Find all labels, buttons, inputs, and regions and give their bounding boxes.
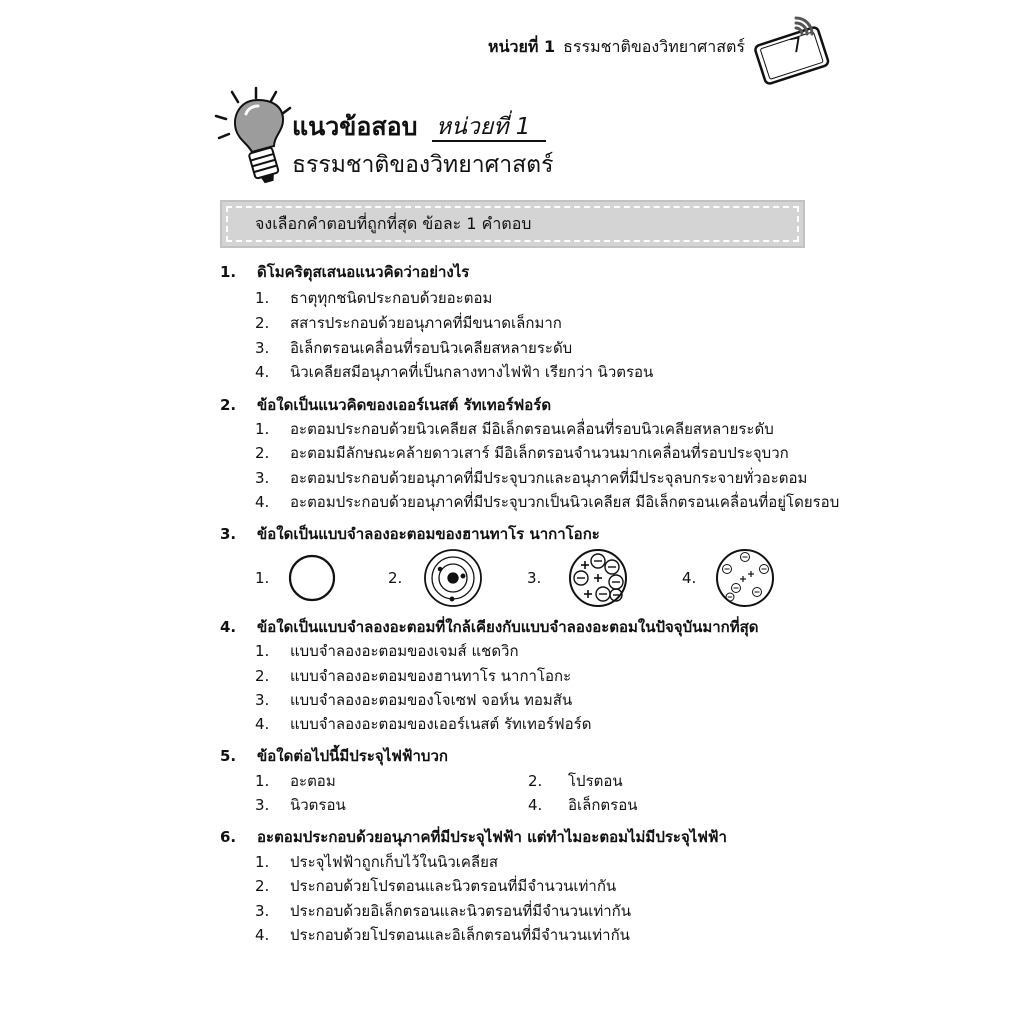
option-number: 3. <box>255 339 270 357</box>
option-text: นิวตรอน <box>290 796 346 814</box>
option-number: 4. <box>255 363 270 381</box>
option-number: 3. <box>255 796 270 814</box>
question-5 <box>0 744 1024 768</box>
option-row <box>0 769 1024 793</box>
option-text: อิเล็กตรอน <box>568 796 638 814</box>
option-number: 2. <box>255 444 270 462</box>
option-text: อะตอมประกอบด้วยนิวเคลียส มีอิเล็กตรอนเคลื่อนที่รอบนิวเคลียสหลายระดับ <box>290 420 774 438</box>
option-text: อิเล็กตรอนเคลื่อนที่รอบนิวเคลียสหลายระดับ <box>290 339 573 357</box>
option-text: ธาตุทุกชนิดประกอบด้วยอะตอม <box>290 289 493 307</box>
question-number: 4. <box>220 618 237 636</box>
option-text: อะตอม <box>290 772 336 790</box>
option-number: 4. <box>528 796 543 814</box>
question-text: ดิโมคริตุสเสนอแนวคิดว่าอย่างไร <box>257 263 470 281</box>
question-text: ข้อใดเป็นแบบจำลองอะตอมที่ใกล้เคียงกับแบบจำลองอะตอมในปัจจุบันมากที่สุด <box>257 618 759 636</box>
option-row <box>0 417 1024 441</box>
instruction-box <box>220 200 805 248</box>
option-text: โปรตอน <box>568 772 623 790</box>
option-row <box>0 923 1024 947</box>
option-row <box>0 286 1024 310</box>
option-number: 4. <box>255 715 270 733</box>
option-text: ประจุไฟฟ้าถูกเก็บไว้ในนิวเคลียส <box>290 853 499 871</box>
option-number: 3. <box>255 469 270 487</box>
option-text: ประกอบด้วยโปรตอนและนิวตรอนที่มีจำนวนเท่ากัน <box>290 877 617 895</box>
option-number: 2. <box>255 667 270 685</box>
option-number: 4. <box>255 926 270 944</box>
option-number: 3. <box>527 569 542 587</box>
question-text: ข้อใดเป็นแนวคิดของเออร์เนสต์ รัทเทอร์ฟอร์ด <box>257 396 552 414</box>
page-title: แนวข้อสอบ <box>292 112 418 141</box>
option-number: 2. <box>255 314 270 332</box>
option-number: 1. <box>255 420 270 438</box>
option-number: 1. <box>255 642 270 660</box>
option-number: 1. <box>255 772 270 790</box>
option-row <box>0 850 1024 874</box>
option-row <box>0 712 1024 736</box>
page-subtitle: ธรรมชาติของวิทยาศาสตร์ <box>292 152 554 178</box>
option-text: ประกอบด้วยอิเล็กตรอนและนิวตรอนที่มีจำนวนเท่ากัน <box>290 902 632 920</box>
option-row <box>0 490 1024 514</box>
option-row <box>0 336 1024 360</box>
option-text: สสารประกอบด้วยอนุภาคที่มีขนาดเล็กมาก <box>290 314 562 332</box>
option-number: 3. <box>255 691 270 709</box>
atom-model-3 <box>570 550 626 606</box>
option-number: 4. <box>255 493 270 511</box>
option-row <box>0 899 1024 923</box>
option-text: แบบจำลองอะตอมของฮานทาโร นากาโอกะ <box>290 667 572 685</box>
option-text: แบบจำลองอะตอมของโจเซฟ จอห์น ทอมสัน <box>290 691 573 709</box>
header-unit-title: ธรรมชาติของวิทยาศาสตร์ <box>563 37 745 56</box>
option-row <box>0 311 1024 335</box>
option-text: อะตอมประกอบด้วยอนุภาคที่มีประจุบวกและอนุภาคที่มีประจุลบกระจายทั่วอะตอม <box>290 469 808 487</box>
question-number: 2. <box>220 396 237 414</box>
option-number: 4. <box>682 569 697 587</box>
option-number: 2. <box>388 569 403 587</box>
title-unit: หน่วยที่ 1 <box>436 114 531 140</box>
question-number: 5. <box>220 747 237 765</box>
option-text: ประกอบด้วยโปรตอนและอิเล็กตรอนที่มีจำนวนเท่ากัน <box>290 926 630 944</box>
question-number: 3. <box>220 525 237 543</box>
option-text: อะตอมมีลักษณะคล้ายดาวเสาร์ มีอิเล็กตรอนจำนวนมากเคลื่อนที่รอบประจุบวก <box>290 444 789 462</box>
option-row <box>0 688 1024 712</box>
light-bulb-icon <box>210 86 295 190</box>
question-3 <box>0 522 1024 546</box>
option-text: อะตอมประกอบด้วยอนุภาคที่มีประจุบวกเป็นนิวเคลียส มีอิเล็กตรอนเคลื่อนที่อยู่โดยรอบ <box>290 493 840 511</box>
question-6 <box>0 825 1024 849</box>
instruction-text: จงเลือกคำตอบที่ถูกที่สุด ข้อละ 1 คำตอบ <box>255 214 532 233</box>
question-text: อะตอมประกอบด้วยอนุภาคที่มีประจุไฟฟ้า แต่ทำไมอะตอมไม่มีประจุไฟฟ้า <box>257 828 727 846</box>
option-row <box>0 441 1024 465</box>
option-number: 1. <box>255 569 270 587</box>
option-text: แบบจำลองอะตอมของเจมส์ แชดวิก <box>290 642 519 660</box>
option-row <box>0 664 1024 688</box>
option-row <box>0 466 1024 490</box>
page-number: 7 <box>787 31 806 59</box>
option-number: 1. <box>255 853 270 871</box>
question-2 <box>0 393 1024 417</box>
atom-model-1 <box>290 556 334 600</box>
atom-model-2 <box>425 550 481 606</box>
header-unit-label: หน่วยที่ 1 <box>488 37 556 56</box>
question-4 <box>0 615 1024 639</box>
title-underline <box>432 140 546 142</box>
option-number: 2. <box>255 877 270 895</box>
option-text: แบบจำลองอะตอมของเออร์เนสต์ รัทเทอร์ฟอร์ด <box>290 715 592 733</box>
question-text: ข้อใดต่อไปนี้มีประจุไฟฟ้าบวก <box>257 747 448 765</box>
atom-models <box>280 545 800 611</box>
running-header <box>488 35 745 59</box>
option-text: นิวเคลียสมีอนุภาคที่เป็นกลางทางไฟฟ้า เรียกว่า นิวตรอน <box>290 363 654 381</box>
atom-model-4 <box>717 550 773 606</box>
option-row <box>0 793 1024 817</box>
option-row <box>0 874 1024 898</box>
option-number: 1. <box>255 289 270 307</box>
question-text: ข้อใดเป็นแบบจำลองอะตอมของฮานทาโร นากาโอกะ <box>257 525 600 543</box>
option-row <box>0 639 1024 663</box>
option-row <box>0 360 1024 384</box>
option-number: 2. <box>528 772 543 790</box>
option-number: 3. <box>255 902 270 920</box>
question-1 <box>0 260 1024 284</box>
question-number: 1. <box>220 263 237 281</box>
question-number: 6. <box>220 828 237 846</box>
